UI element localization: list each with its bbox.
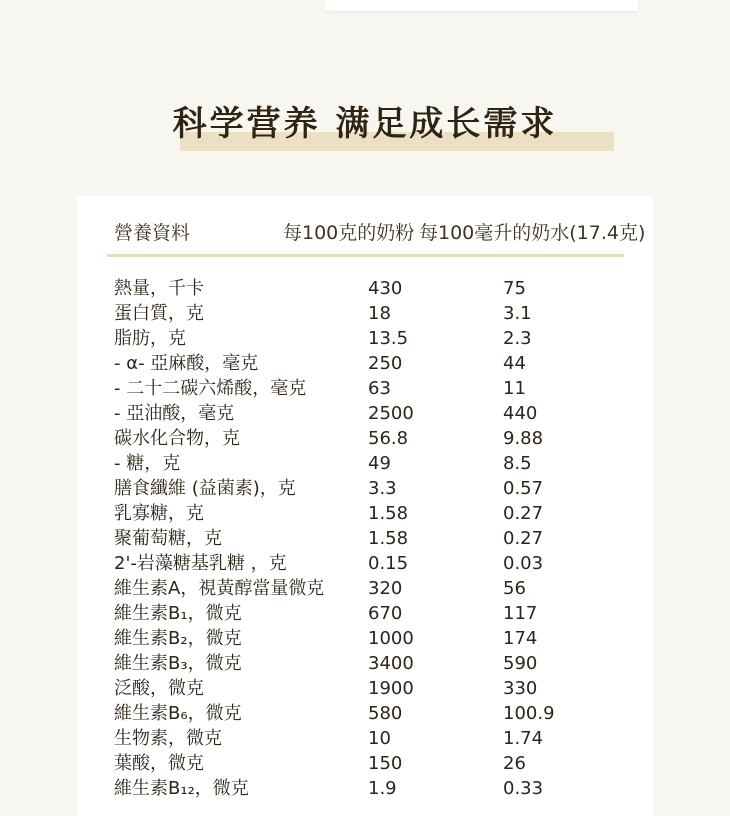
section-title: 科学营养 满足成长需求: [172, 104, 558, 144]
value-per-100ml: 0.27: [503, 528, 544, 549]
nutrient-name: 葉酸，微克: [114, 753, 204, 774]
table-row: [77, 526, 653, 551]
value-per-100g: 580: [368, 703, 403, 724]
value-per-100ml: 1.74: [503, 728, 544, 749]
value-per-100g: 49: [368, 453, 391, 474]
value-per-100ml: 0.57: [503, 478, 544, 499]
nutrient-name: 維生素B₂，微克: [114, 628, 242, 649]
header-per-100g: 每100克的奶粉: [283, 222, 415, 244]
nutrient-name: 膳食纖維 (益菌素)，克: [114, 478, 296, 499]
value-per-100ml: 440: [503, 403, 538, 424]
nutrient-name: 2'-岩藻糖基乳糖 ，克: [114, 553, 287, 574]
header-per-100ml: 每100毫升的奶水(17.4克): [419, 222, 646, 244]
value-per-100g: 0.15: [368, 553, 409, 574]
value-per-100ml: 2.3: [503, 328, 532, 349]
value-per-100ml: 75: [503, 278, 526, 299]
table-row: [77, 751, 653, 776]
nutrient-name: 維生素B₁₂，微克: [114, 778, 249, 799]
value-per-100ml: 11: [503, 378, 526, 399]
top-card: [325, 0, 638, 11]
nutrient-name: 脂肪，克: [114, 328, 186, 349]
table-row: [77, 551, 653, 576]
table-row: [77, 576, 653, 601]
value-per-100g: 1000: [368, 628, 414, 649]
value-per-100g: 250: [368, 353, 403, 374]
table-body: [77, 276, 653, 801]
value-per-100g: 320: [368, 578, 403, 599]
nutrient-name: - 二十二碳六烯酸，毫克: [114, 378, 307, 399]
value-per-100ml: 174: [503, 628, 538, 649]
value-per-100ml: 330: [503, 678, 538, 699]
value-per-100g: 1.9: [368, 778, 397, 799]
value-per-100ml: 0.03: [503, 553, 544, 574]
table-row: [77, 351, 653, 376]
value-per-100ml: 9.88: [503, 428, 544, 449]
value-per-100g: 150: [368, 753, 403, 774]
nutrient-name: 聚葡萄糖，克: [114, 528, 222, 549]
value-per-100g: 1.58: [368, 528, 409, 549]
nutrient-name: 碳水化合物，克: [114, 428, 240, 449]
value-per-100ml: 8.5: [503, 453, 532, 474]
table-row: [77, 276, 653, 301]
nutrient-name: - 亞油酸，毫克: [114, 403, 235, 424]
nutrient-name: 生物素，微克: [114, 728, 222, 749]
value-per-100g: 10: [368, 728, 391, 749]
value-per-100g: 13.5: [368, 328, 409, 349]
table-row: [77, 626, 653, 651]
value-per-100g: 56.8: [368, 428, 409, 449]
value-per-100g: 18: [368, 303, 391, 324]
value-per-100ml: 590: [503, 653, 538, 674]
value-per-100g: 1900: [368, 678, 414, 699]
nutrient-name: 維生素B₁，微克: [114, 603, 242, 624]
table-row: [77, 426, 653, 451]
value-per-100g: 430: [368, 278, 403, 299]
value-per-100g: 670: [368, 603, 403, 624]
nutrient-name: 乳寡糖，克: [114, 503, 204, 524]
nutrient-name: - α- 亞麻酸，毫克: [114, 353, 259, 374]
table-row: [77, 601, 653, 626]
value-per-100ml: 117: [503, 603, 538, 624]
nutrition-table: [77, 196, 653, 816]
value-per-100ml: 100.9: [503, 703, 555, 724]
header-nutrient: 營養資料: [114, 222, 191, 244]
table-row: [77, 726, 653, 751]
nutrient-name: - 糖，克: [114, 453, 181, 474]
table-row: [77, 476, 653, 501]
table-row: [77, 501, 653, 526]
value-per-100g: 3400: [368, 653, 414, 674]
value-per-100g: 3.3: [368, 478, 397, 499]
nutrient-name: 泛酸，微克: [114, 678, 204, 699]
table-row: [77, 401, 653, 426]
nutrient-name: 熱量，千卡: [114, 278, 204, 299]
value-per-100ml: 3.1: [503, 303, 532, 324]
value-per-100g: 2500: [368, 403, 414, 424]
nutrient-name: 維生素A，視黃醇當量微克: [114, 578, 325, 599]
nutrient-name: 維生素B₆，微克: [114, 703, 242, 724]
nutrient-name: 蛋白質，克: [114, 303, 204, 324]
table-row: [77, 701, 653, 726]
value-per-100ml: 0.33: [503, 778, 544, 799]
value-per-100g: 1.58: [368, 503, 409, 524]
value-per-100ml: 0.27: [503, 503, 544, 524]
table-row: [77, 776, 653, 801]
header-divider: [107, 254, 624, 257]
value-per-100ml: 56: [503, 578, 526, 599]
table-row: [77, 676, 653, 701]
value-per-100ml: 44: [503, 353, 526, 374]
section-heading: [0, 100, 730, 155]
table-row: [77, 451, 653, 476]
value-per-100ml: 26: [503, 753, 526, 774]
table-row: [77, 376, 653, 401]
table-row: [77, 301, 653, 326]
value-per-100g: 63: [368, 378, 391, 399]
table-row: [77, 326, 653, 351]
table-row: [77, 651, 653, 676]
nutrient-name: 維生素B₃，微克: [114, 653, 242, 674]
